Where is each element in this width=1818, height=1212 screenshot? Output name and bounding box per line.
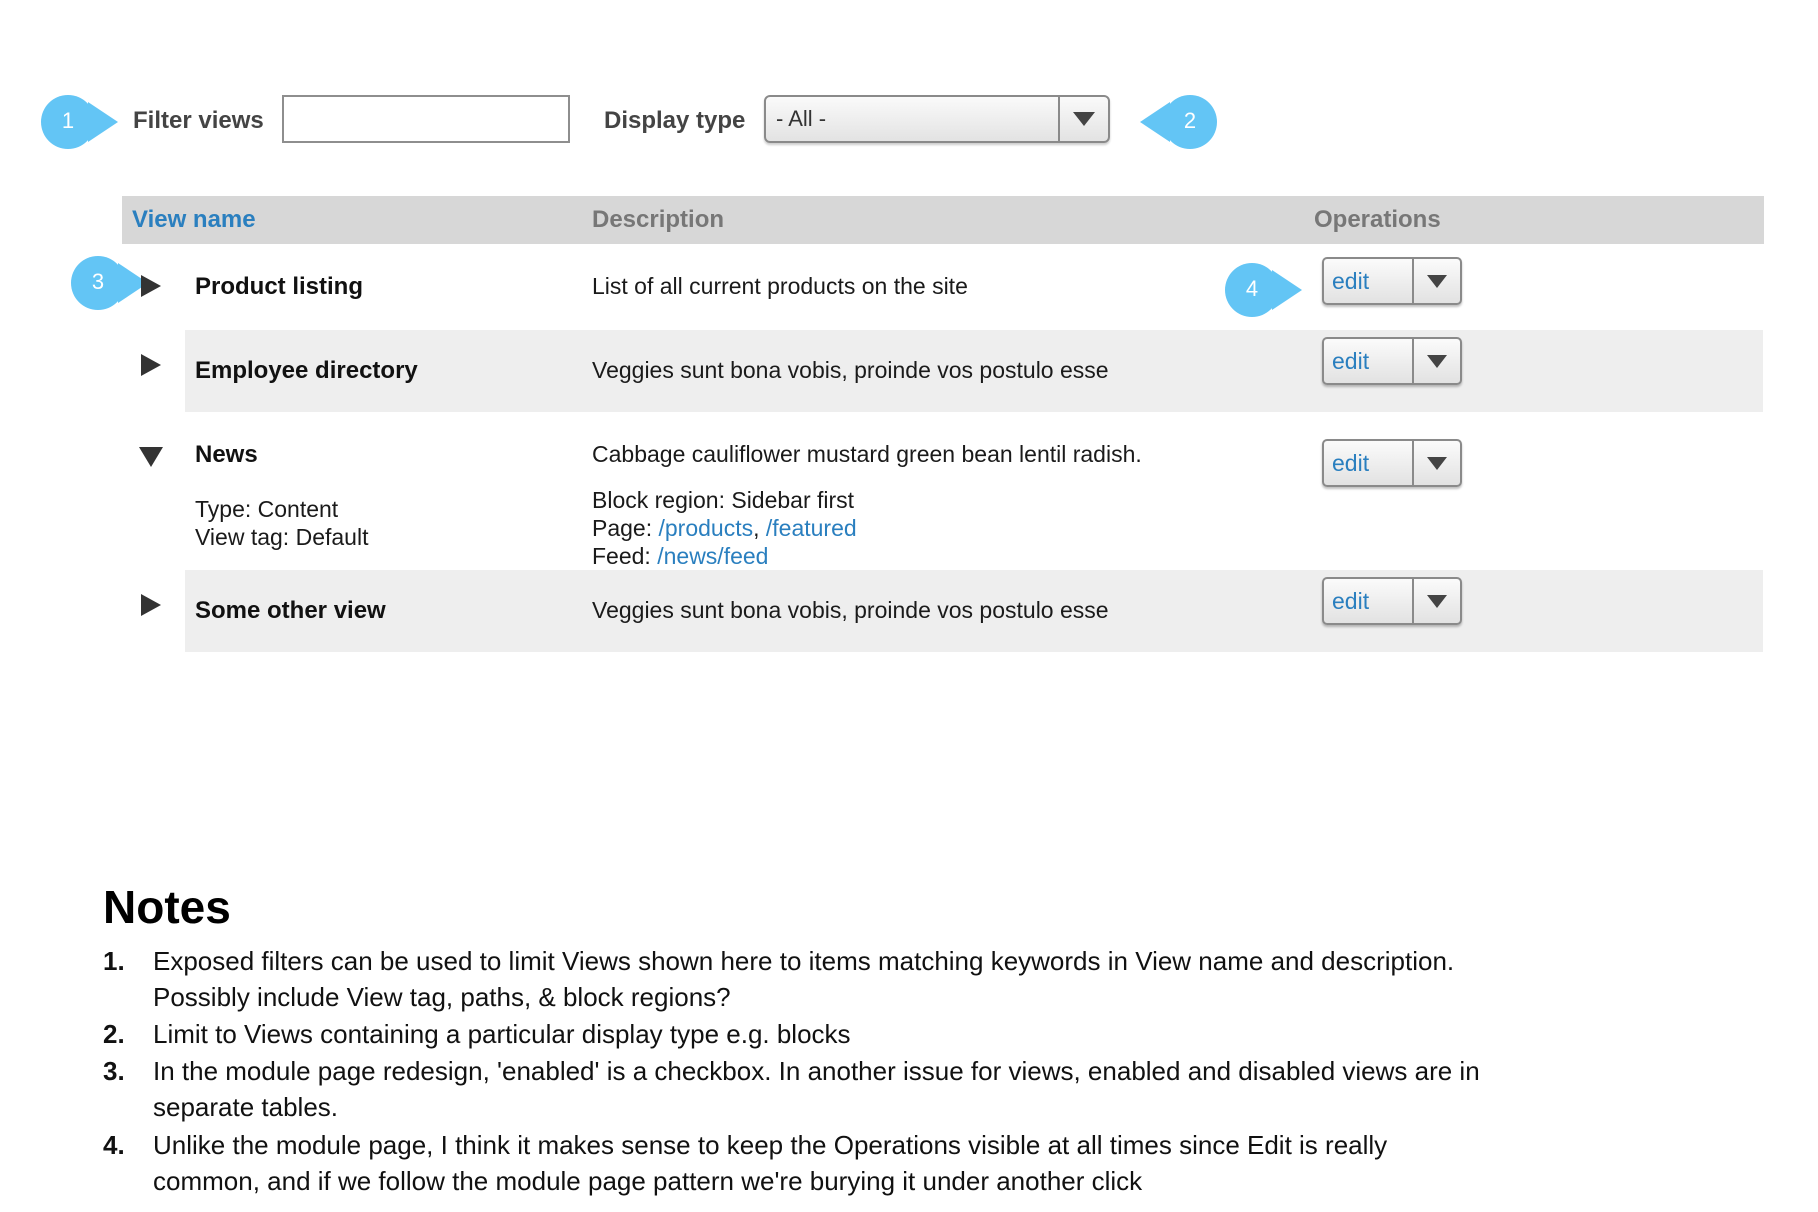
chevron-down-icon [1427, 275, 1447, 288]
filter-views-label: Filter views [133, 107, 264, 134]
note-text: Limit to Views containing a particular display type e.g. blocks [153, 1019, 851, 1049]
view-description: Veggies sunt bona vobis, proinde vos postulo esse [592, 357, 1109, 383]
chevron-down-icon [1427, 355, 1447, 368]
view-description: Veggies sunt bona vobis, proinde vos postulo esse [592, 597, 1109, 623]
callout-number: 1 [61, 108, 75, 133]
column-header-description: Description [592, 206, 725, 233]
display-type-value: - All - [776, 106, 827, 131]
callout-number: 3 [91, 269, 105, 294]
expand-row-button[interactable] [141, 275, 161, 302]
callout-marker-4 [1224, 262, 1314, 318]
view-name: Product listing [195, 273, 363, 300]
triangle-down-icon [139, 447, 163, 467]
feed-link[interactable]: /news/feed [657, 543, 769, 569]
block-region: Block region: Sidebar first [592, 487, 855, 513]
note-text: Exposed filters can be used to limit Views shown here to items matching keywords in View name and description. Possibly include View tag, paths, & block regions? [153, 946, 1455, 1012]
callout-number: 2 [1183, 108, 1197, 133]
edit-button[interactable]: edit [1332, 449, 1370, 476]
expand-row-button[interactable] [141, 354, 161, 381]
note-text: In the module page redesign, 'enabled' is a checkbox. In another issue for views, enabled and disabled views are in separate tables. [153, 1056, 1480, 1122]
view-meta [195, 495, 368, 551]
column-header-view-name[interactable]: View name [132, 206, 256, 233]
chevron-down-icon [1427, 457, 1447, 470]
operations-dropdown-button[interactable] [1412, 441, 1460, 485]
edit-button[interactable]: edit [1332, 587, 1370, 614]
note-item [103, 1053, 1503, 1127]
operations-button [1322, 439, 1462, 487]
edit-button[interactable]: edit [1332, 347, 1370, 374]
operations-dropdown-button[interactable] [1412, 259, 1460, 303]
operations-dropdown-button[interactable] [1412, 339, 1460, 383]
note-item [103, 1127, 1503, 1201]
operations-button [1322, 337, 1462, 385]
page-link-products[interactable]: /products [658, 515, 754, 541]
callout-marker-2 [1128, 94, 1218, 150]
notes-title: Notes [103, 881, 231, 933]
callout-marker-1 [40, 94, 130, 150]
expand-row-button[interactable] [141, 594, 161, 621]
note-text: Unlike the module page, I think it makes sense to keep the Operations visible at all times since Edit is really common, and if we follow the module page pattern we're burying it under another click [153, 1130, 1388, 1196]
note-number: 4. [103, 1130, 125, 1160]
table-header [122, 196, 1764, 244]
note-number: 3. [103, 1056, 125, 1086]
view-name: Employee directory [195, 357, 418, 384]
page-paths: Page: /products, /featured [592, 515, 857, 541]
chevron-down-icon [1427, 595, 1447, 608]
view-name: Some other view [195, 597, 386, 624]
triangle-right-icon [141, 594, 161, 616]
callout-number: 4 [1245, 276, 1259, 301]
feed-path: Feed: /news/feed [592, 543, 769, 569]
operations-dropdown-button[interactable] [1412, 579, 1460, 623]
page-link-featured[interactable]: /featured [765, 515, 857, 541]
view-description: List of all current products on the site [592, 273, 968, 299]
edit-button[interactable]: edit [1332, 267, 1370, 294]
note-number: 2. [103, 1019, 125, 1049]
column-header-operations: Operations [1314, 206, 1441, 233]
view-tag: View tag: Default [195, 524, 369, 550]
note-item [103, 943, 1503, 1017]
display-type-label: Display type [604, 107, 746, 134]
operations-button [1322, 577, 1462, 625]
filter-views-input[interactable] [282, 95, 570, 143]
triangle-right-icon [141, 275, 161, 297]
operations-button [1322, 257, 1462, 305]
chevron-down-icon [1058, 97, 1108, 141]
note-item [103, 1016, 1503, 1052]
view-displays [592, 486, 857, 570]
view-description: Cabbage cauliflower mustard green bean lentil radish. [592, 441, 1142, 467]
display-type-select[interactable] [764, 95, 1110, 143]
view-name: News [195, 441, 258, 468]
view-type: Type: Content [195, 496, 339, 522]
triangle-right-icon [141, 354, 161, 376]
collapse-row-button[interactable] [139, 447, 163, 472]
note-number: 1. [103, 946, 125, 976]
